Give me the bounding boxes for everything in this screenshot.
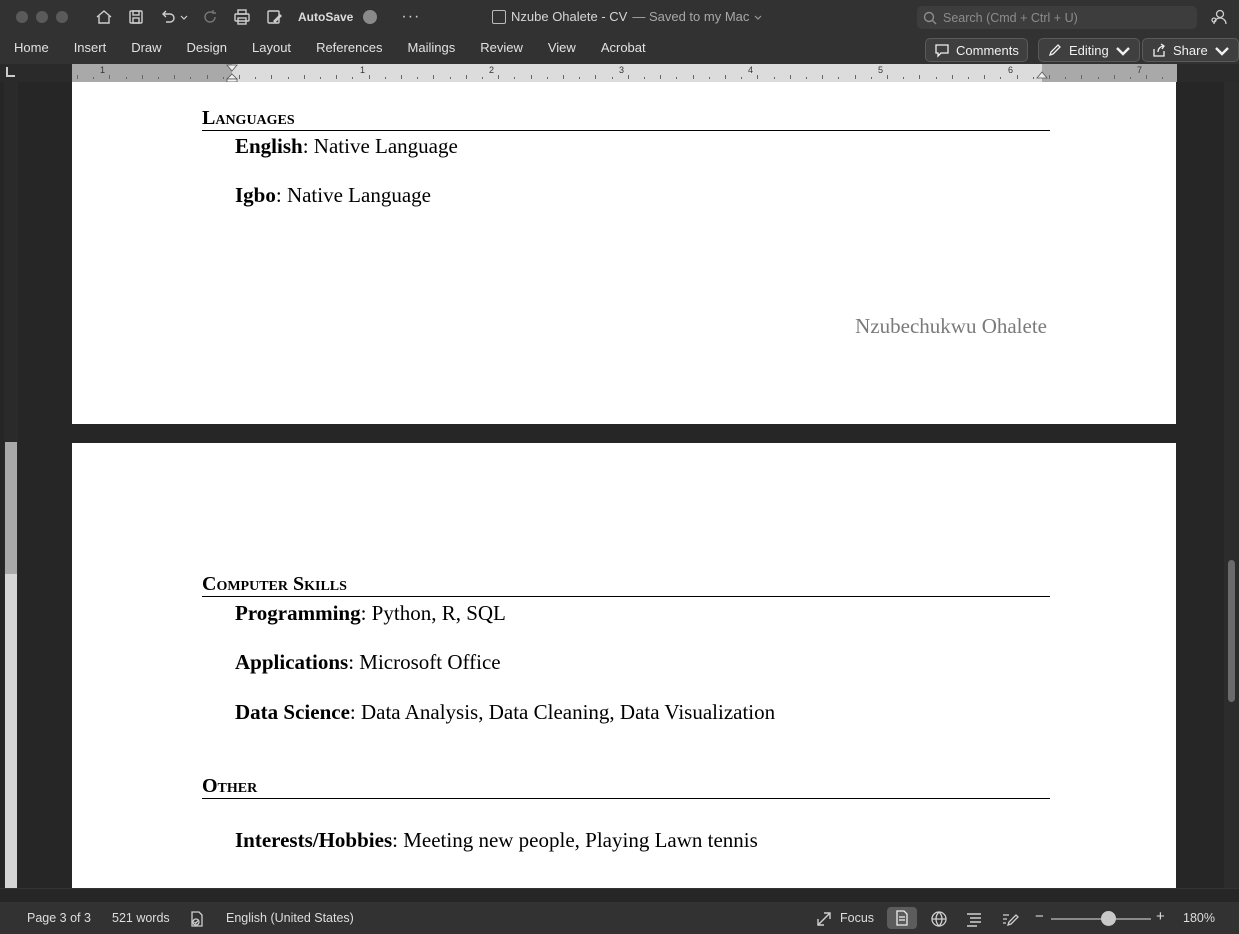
- entry-value: : Microsoft Office: [348, 650, 501, 674]
- ruler-tick: [612, 77, 613, 79]
- ruler-tick: [579, 77, 580, 79]
- section-heading-computer-skills: Computer Skills: [202, 574, 1050, 597]
- ruler-tick: [255, 77, 256, 79]
- ruler-tick: [239, 75, 240, 79]
- page-count[interactable]: Page 3 of 3: [27, 911, 91, 925]
- document-canvas[interactable]: [20, 82, 1224, 888]
- horizontal-ruler[interactable]: [0, 64, 1239, 82]
- ruler-number: 5: [878, 65, 884, 75]
- vertical-ruler[interactable]: [4, 82, 18, 888]
- ruler-tick: [207, 75, 208, 79]
- focus-label[interactable]: Focus: [840, 911, 875, 925]
- ruler-number: 4: [748, 65, 754, 75]
- ruler-tick: [1049, 75, 1050, 79]
- entry-value: : Native Language: [275, 183, 431, 207]
- ruler-tick: [871, 77, 872, 79]
- document-name: Nzube Ohalete - CV: [511, 9, 628, 24]
- draft-view-icon[interactable]: [1001, 910, 1019, 928]
- ruler-tick: [1065, 77, 1066, 79]
- entry-value: : Native Language: [302, 134, 458, 158]
- language-entry: [235, 183, 431, 208]
- ruler-tick: [126, 77, 127, 79]
- home-icon[interactable]: [94, 7, 114, 27]
- ruler-tick: [174, 75, 175, 79]
- share-button[interactable]: [1142, 38, 1239, 62]
- search-placeholder: Search (Cmd + Ctrl + U): [943, 10, 1078, 25]
- zoom-slider-knob[interactable]: [1101, 911, 1116, 926]
- ruler-tick: [1146, 75, 1147, 79]
- ruler-number: 7: [1137, 65, 1143, 75]
- ruler-tick: [806, 77, 807, 79]
- ruler-number: 1: [360, 65, 366, 75]
- ruler-tick: [887, 75, 888, 79]
- print-layout-view-button[interactable]: [887, 907, 917, 929]
- ruler-tick: [514, 77, 515, 79]
- save-status: — Saved to my Mac: [632, 9, 750, 24]
- ruler-tick: [1130, 77, 1131, 79]
- undo-icon[interactable]: [158, 7, 178, 27]
- web-layout-icon[interactable]: [930, 910, 948, 928]
- entry-key: Data Science: [235, 700, 350, 724]
- ruler-tick: [1017, 75, 1018, 79]
- tab-mailings[interactable]: Mailings: [407, 40, 456, 55]
- ruler-tick: [433, 75, 434, 79]
- pencil-icon: [1047, 42, 1063, 58]
- more-options-icon[interactable]: ···: [401, 8, 421, 25]
- horizontal-scrollbar[interactable]: [0, 888, 1239, 902]
- share-icon: [1151, 42, 1167, 58]
- entry-value: : Data Analysis, Data Cleaning, Data Visualization: [349, 700, 776, 724]
- vertical-ruler-top-margin: [5, 442, 17, 574]
- ruler-tick: [401, 75, 402, 79]
- share-label: Share: [1173, 42, 1208, 58]
- ruler-tick: [547, 77, 548, 79]
- ruler-tick: [271, 75, 272, 79]
- ruler-tick: [288, 77, 289, 79]
- ruler-tick: [693, 75, 694, 79]
- ruler-tick: [838, 77, 839, 79]
- undo-dropdown-icon[interactable]: [180, 7, 188, 27]
- ruler-right-margin: [1042, 64, 1177, 82]
- page[interactable]: [72, 443, 1176, 888]
- section-heading-other: Other: [202, 776, 1050, 799]
- document-icon: [492, 10, 506, 24]
- skill-entry: [235, 700, 775, 725]
- language-entry: [235, 134, 458, 159]
- window-controls: [16, 11, 68, 23]
- ruler-tick: [628, 75, 629, 79]
- ruler-tick: [482, 77, 483, 79]
- ruler-tick: [757, 75, 758, 79]
- ruler-tick: [1162, 77, 1163, 79]
- close-window-button[interactable]: [16, 11, 28, 23]
- ruler-tick: [223, 77, 224, 79]
- tab-insert[interactable]: Insert: [73, 40, 107, 55]
- ruler-tick: [855, 75, 856, 79]
- account-icon[interactable]: [1210, 8, 1228, 26]
- ruler-tick: [1098, 77, 1099, 79]
- ruler-tick: [774, 77, 775, 79]
- ruler-tick: [1114, 75, 1115, 79]
- focus-icon[interactable]: [815, 910, 833, 928]
- ruler-tick: [320, 77, 321, 79]
- ruler-number: 2: [489, 65, 495, 75]
- ruler-tick: [336, 75, 337, 79]
- entry-key: Programming: [235, 601, 361, 625]
- skill-entry: [235, 601, 506, 626]
- ruler-tick: [903, 77, 904, 79]
- ruler-tick: [531, 75, 532, 79]
- ruler-tick: [77, 75, 78, 79]
- tab-layout[interactable]: Layout: [252, 40, 292, 55]
- ribbon: [0, 34, 1239, 64]
- ruler-tick: [1000, 77, 1001, 79]
- entry-key: Applications: [235, 650, 349, 674]
- ruler-tick: [790, 75, 791, 79]
- ruler-tick: [352, 77, 353, 79]
- ruler-tick: [1081, 75, 1082, 79]
- page-footer: Nzubechukwu Ohalete: [855, 314, 1047, 338]
- autosave-toggle[interactable]: [363, 10, 377, 24]
- search-icon: [923, 11, 937, 25]
- ruler-tick: [644, 77, 645, 79]
- other-entry: [235, 828, 758, 853]
- ruler-tick: [190, 77, 191, 79]
- ruler-tick: [450, 77, 451, 79]
- entry-value: : Python, R, SQL: [360, 601, 506, 625]
- ruler-number: 1: [100, 65, 106, 75]
- save-edit-icon[interactable]: [264, 7, 284, 27]
- language-status[interactable]: English (United States): [226, 911, 354, 925]
- entry-key: Interests/Hobbies: [235, 828, 393, 852]
- ribbon-tabs: [14, 40, 658, 58]
- ruler-tick: [563, 75, 564, 79]
- print-icon[interactable]: [232, 7, 252, 27]
- search-box[interactable]: [917, 6, 1197, 29]
- ruler-tick: [109, 75, 110, 79]
- tab-references[interactable]: References: [316, 40, 383, 55]
- ruler-tick: [741, 77, 742, 79]
- chevron-down-icon: [754, 13, 762, 21]
- word-count[interactable]: 521 words: [112, 911, 170, 925]
- outline-view-icon[interactable]: [965, 910, 983, 928]
- minimize-window-button[interactable]: [36, 11, 48, 23]
- right-indent-marker-icon[interactable]: [1036, 71, 1048, 82]
- tab-home[interactable]: Home: [14, 40, 49, 55]
- ruler-tick: [466, 75, 467, 79]
- chevron-down-icon: [1115, 42, 1131, 58]
- title-bar: [0, 0, 1239, 34]
- tab-stop-selector-icon[interactable]: [6, 67, 15, 77]
- ruler-tick: [984, 75, 985, 79]
- comment-icon: [934, 42, 950, 58]
- tab-design[interactable]: Design: [186, 40, 228, 55]
- skill-entry: [235, 650, 501, 675]
- ruler-tick: [158, 77, 159, 79]
- editing-label: Editing: [1069, 42, 1109, 58]
- ruler-tick: [385, 77, 386, 79]
- zoom-window-button[interactable]: [56, 11, 68, 23]
- ruler-tick: [304, 75, 305, 79]
- ruler-number: 3: [619, 65, 625, 75]
- ruler-tick: [498, 75, 499, 79]
- ruler-tick: [968, 77, 969, 79]
- save-icon[interactable]: [126, 7, 146, 27]
- zoom-in-button[interactable]: +: [1156, 908, 1165, 925]
- scrollbar-thumb[interactable]: [1228, 560, 1235, 702]
- ruler-tick: [595, 75, 596, 79]
- quick-access-toolbar: [94, 6, 420, 28]
- ruler-tick: [709, 77, 710, 79]
- page-icon: [895, 910, 909, 926]
- ruler-track: [72, 64, 1177, 82]
- ruler-tick: [142, 75, 143, 79]
- tab-view[interactable]: View: [547, 40, 576, 55]
- proofing-icon[interactable]: [188, 910, 206, 928]
- ruler-tick: [725, 75, 726, 79]
- ruler-tick: [1033, 77, 1034, 79]
- ruler-tick: [952, 75, 953, 79]
- entry-key: English: [235, 134, 303, 158]
- ruler-tick: [369, 75, 370, 79]
- ruler-tick: [919, 75, 920, 79]
- ruler-tick: [660, 75, 661, 79]
- ruler-tick: [417, 77, 418, 79]
- vertical-scrollbar[interactable]: [1224, 82, 1239, 888]
- chevron-down-icon: [1214, 42, 1230, 58]
- page[interactable]: [72, 82, 1176, 424]
- ruler-tick: [676, 77, 677, 79]
- entry-value: : Meeting new people, Playing Lawn tennis: [392, 828, 758, 852]
- indent-marker-icon[interactable]: [226, 64, 238, 82]
- autosave-label: AutoSave: [298, 10, 354, 24]
- ruler-tick: [822, 75, 823, 79]
- ruler-tick: [936, 77, 937, 79]
- comments-label: Comments: [956, 42, 1019, 58]
- ruler-number: 6: [1008, 65, 1014, 75]
- redo-icon[interactable]: [200, 7, 220, 27]
- zoom-out-button[interactable]: −: [1035, 908, 1044, 925]
- tab-draw[interactable]: Draw: [131, 40, 162, 55]
- comments-button[interactable]: [925, 38, 1028, 62]
- section-heading-languages: Languages: [202, 108, 1050, 131]
- document-title[interactable]: [492, 9, 762, 24]
- tab-review[interactable]: Review: [480, 40, 523, 55]
- ruler-left-margin: [72, 64, 232, 82]
- zoom-level[interactable]: 180%: [1183, 911, 1215, 925]
- status-bar: [0, 902, 1239, 934]
- editing-button[interactable]: [1038, 38, 1140, 62]
- tab-acrobat[interactable]: Acrobat: [600, 40, 646, 55]
- entry-key: Igbo: [235, 183, 276, 207]
- ruler-tick: [93, 77, 94, 79]
